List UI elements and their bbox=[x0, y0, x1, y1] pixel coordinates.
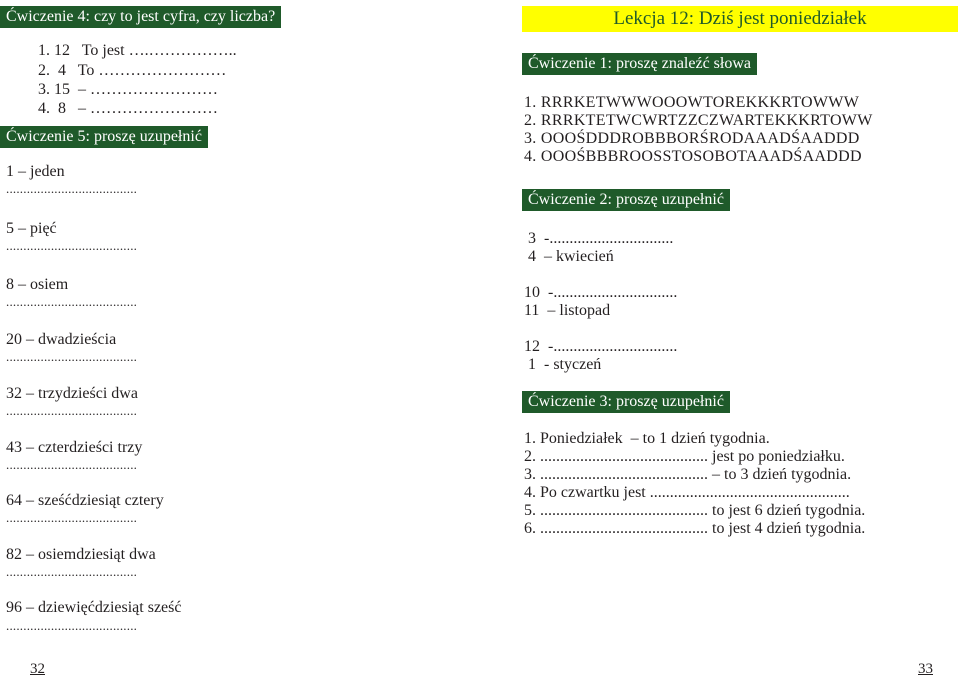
answer-blank: ...................................... bbox=[6, 510, 138, 525]
word-search-row: 2. RRRKTETWCWRTZZCZWARTEKKKRTOWW bbox=[524, 112, 873, 129]
weekday-sentence: 1. Poniedziałek – to 1 dzień tygodnia. bbox=[524, 430, 770, 447]
answer-blank: ...................................... bbox=[6, 564, 138, 579]
word-search-row: 4. OOOŚBBBROOSSTOSOBOTAAADŚAADDD bbox=[524, 148, 862, 165]
exercise-2-header: Ćwiczenie 2: proszę uzupełnić bbox=[522, 189, 730, 211]
page-number: 33 bbox=[918, 661, 933, 677]
lesson-title: Lekcja 12: Dziś jest poniedziałek bbox=[522, 6, 958, 32]
answer-blank: ...................................... bbox=[6, 618, 138, 633]
month-item: 3 -............................... bbox=[524, 230, 674, 247]
number-word-label: 96 – dziewięćdziesiąt sześć bbox=[6, 599, 182, 616]
answer-blank: ...................................... bbox=[6, 349, 138, 364]
weekday-sentence: 5. .......................................... to jest 6 dzień tygodnia. bbox=[524, 502, 866, 519]
number-word-label: 8 – osiem bbox=[6, 276, 69, 293]
weekday-sentence: 6. .......................................... to jest 4 dzień tygodnia. bbox=[524, 520, 866, 537]
answer-blank: ...................................... bbox=[6, 181, 138, 196]
weekday-sentence: 2. .......................................... jest po poniedziałku. bbox=[524, 448, 845, 465]
answer-blank: ...................................... bbox=[6, 294, 138, 309]
exercise-4-header: Ćwiczenie 4: czy to jest cyfra, czy liczba? bbox=[0, 6, 281, 28]
number-word-label: 32 – trzydzieści dwa bbox=[6, 385, 138, 402]
word-search-row: 1. RRRKETWWWOOOWTOREKKKRTOWWW bbox=[524, 94, 860, 111]
exercise-4-item: 1. 12 To jest ….…………….. bbox=[38, 42, 237, 59]
month-item: 11 – listopad bbox=[524, 302, 611, 319]
answer-blank: ...................................... bbox=[6, 238, 138, 253]
weekday-sentence: 4. Po czwartku jest .................................................. bbox=[524, 484, 850, 501]
answer-blank: ...................................... bbox=[6, 403, 138, 418]
exercise-3-header: Ćwiczenie 3: proszę uzupełnić bbox=[522, 391, 730, 413]
exercise-4-item: 2. 4 To …………………… bbox=[38, 62, 227, 79]
number-word-label: 5 – pięć bbox=[6, 220, 57, 237]
number-word-label: 64 – sześćdziesiąt cztery bbox=[6, 492, 164, 509]
number-word-label: 20 – dwadzieścia bbox=[6, 331, 117, 348]
exercise-5-header: Ćwiczenie 5: proszę uzupełnić bbox=[0, 126, 208, 148]
number-word-label: 82 – osiemdziesiąt dwa bbox=[6, 546, 156, 563]
month-item: 12 -............................... bbox=[524, 338, 678, 355]
answer-blank: ...................................... bbox=[6, 457, 138, 472]
number-word-label: 43 – czterdzieści trzy bbox=[6, 439, 143, 456]
right-page bbox=[480, 0, 960, 678]
exercise-4-item: 3. 15 – …………………… bbox=[38, 81, 218, 98]
exercise-1-header: Ćwiczenie 1: proszę znaleźć słowa bbox=[522, 53, 757, 75]
word-search-row: 3. OOOŚDDDROBBBORŚRODAAADŚAADDD bbox=[524, 130, 860, 147]
page-number: 32 bbox=[30, 661, 45, 677]
exercise-4-item: 4. 8 – …………………… bbox=[38, 100, 218, 117]
weekday-sentence: 3. .......................................... – to 3 dzień tygodnia. bbox=[524, 466, 852, 483]
month-item: 1 - styczeń bbox=[524, 356, 602, 373]
month-item: 10 -............................... bbox=[524, 284, 678, 301]
month-item: 4 – kwiecień bbox=[524, 248, 614, 265]
number-word-label: 1 – jeden bbox=[6, 163, 65, 180]
